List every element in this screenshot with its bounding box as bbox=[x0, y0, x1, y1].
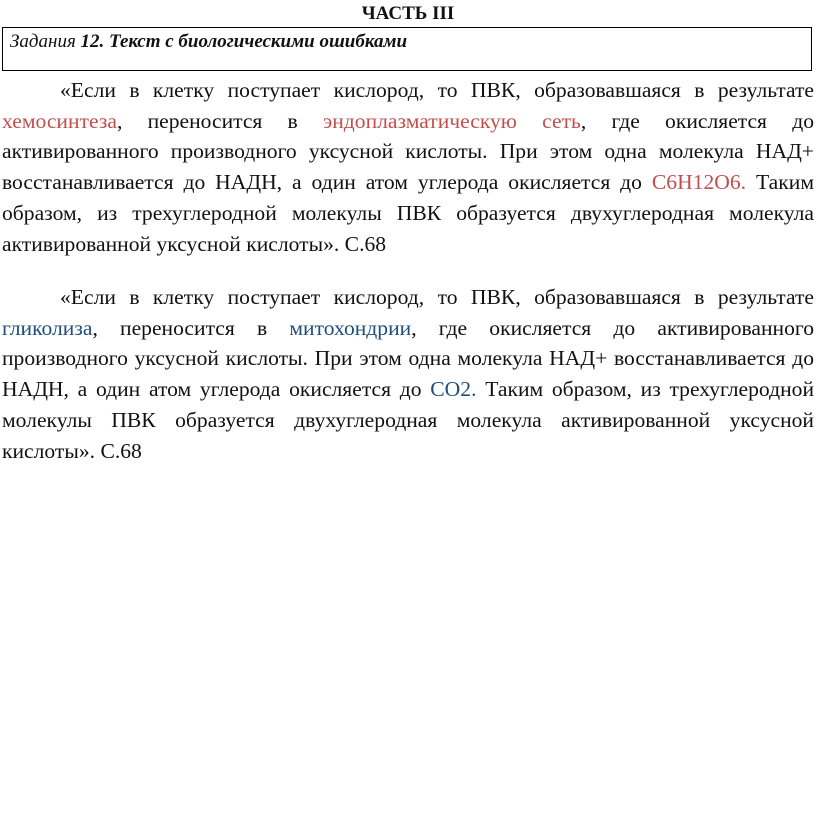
corrected-text-paragraph bbox=[2, 282, 814, 466]
erroneous-text-paragraph bbox=[2, 75, 814, 259]
correct-highlight-glycolysis: гликолиза bbox=[2, 315, 93, 340]
task-heading-box bbox=[2, 27, 812, 71]
error-highlight-chemosynthesis: хемосинтеза bbox=[2, 108, 117, 133]
task-heading bbox=[10, 31, 407, 53]
error-highlight-er: эндоплазматическую сеть bbox=[322, 108, 581, 133]
part-title: ЧАСТЬ III bbox=[361, 3, 455, 24]
paragraph-text: , переносится в bbox=[92, 315, 290, 340]
paragraph-text: , где окисляется до активированного производного уксусной кислоты. При этом одна молекула НАД+ восстанавливается до НАДН, а один атом углерода окисляется до bbox=[2, 315, 815, 402]
paragraph-text: «Если в клетку поступает кислород, то ПВК, образовавшаяся в результате bbox=[60, 285, 814, 309]
correct-highlight-mitochondria: митохондрии bbox=[289, 315, 412, 340]
paragraph-text: Таким образом, из трехуглеродной молекулы ПВК образуется двухуглеродная молекула активированной уксусной кислоты». С.68 bbox=[2, 170, 814, 256]
task-label: Задания bbox=[10, 31, 81, 52]
paragraph-text: Таким образом, из трехуглеродной молекулы ПВК образуется двухуглеродная молекула активированной уксусной кислоты». С.68 bbox=[2, 377, 815, 463]
paragraph-text: «Если в клетку поступает кислород, то ПВК, образовавшаяся в результате bbox=[60, 78, 814, 102]
correct-highlight-co2: СО2. bbox=[430, 377, 477, 402]
task-title: 12. Текст с биологическими ошибками bbox=[80, 31, 408, 52]
error-highlight-glucose: С6Н12О6. bbox=[651, 170, 747, 195]
paragraph-text: , переносится в bbox=[116, 108, 323, 133]
paragraph-text: , где окисляется до активированного производного уксусной кислоты. При этом одна молекула НАД+ восстанавливается до НАДН, а один атом углерода окисляется до bbox=[2, 108, 814, 195]
